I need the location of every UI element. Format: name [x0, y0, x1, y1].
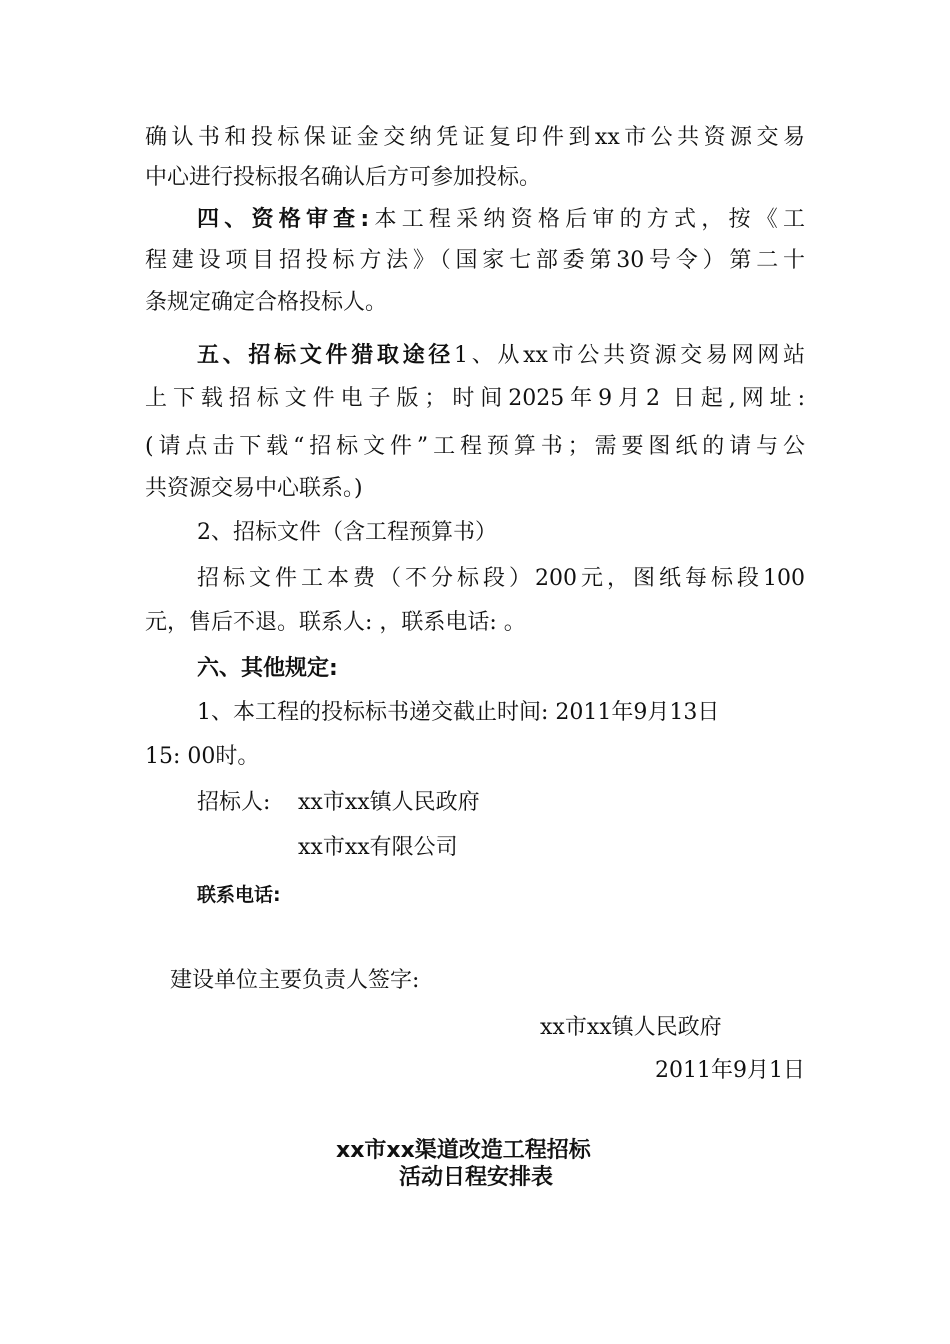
phone-label: 联系电话:: [197, 884, 281, 906]
section6-item1-line2: 15: 00时。: [145, 744, 260, 769]
section5-item2: 2、招标文件（含工程预算书）: [197, 520, 497, 545]
section4-line3: 条规定确定合格投标人。: [145, 290, 388, 315]
section5-line1-text: 1、从xx市公共资源交易网网站: [454, 343, 805, 368]
section5-fee-line1: 招标文件工本费（不分标段）200元，图纸每标段100: [197, 566, 805, 591]
section6-item1-line1: 1、本工程的投标标书递交截止时间: 2011年9月13日: [197, 700, 720, 725]
section4-line2: 程建设项目招投标方法》（国家七部委第30号令）第二十: [145, 248, 805, 273]
responsible-signature-label: 建设单位主要负责人签字:: [170, 968, 420, 993]
section4-line1-text: 本工程采纳资格后审的方式，按《工: [369, 207, 805, 232]
tenderer-2: xx市xx有限公司: [298, 835, 458, 860]
section5-line2: 上下载招标文件电子版；时间2025年9月2 日起,网址:: [145, 386, 805, 411]
section5-line1: [197, 341, 805, 371]
section5-line4: 共资源交易中心联系。): [145, 476, 363, 501]
para3-line2: 中心进行投标报名确认后方可参加投标。: [145, 165, 542, 190]
section4-line1: [197, 205, 805, 235]
signing-organization: xx市xx镇人民政府: [540, 1015, 722, 1040]
section6-heading: 六、其他规定:: [197, 656, 338, 681]
schedule-title-line2: 活动日程安排表: [399, 1165, 554, 1190]
section5-line3: (请点击下载“招标文件”工程预算书；需要图纸的请与公: [145, 434, 805, 459]
schedule-title-line1: xx市xx渠道改造工程招标: [336, 1138, 591, 1163]
section5-heading: 五、招标文件猎取途径: [197, 343, 455, 368]
tenderer-1: xx市xx镇人民政府: [298, 790, 480, 815]
tenderer-label: 招标人:: [197, 790, 271, 815]
signing-date: 2011年9月1日: [655, 1058, 805, 1083]
section5-fee-line2: 元，售后不退。联系人: ，联系电话: 。: [145, 610, 526, 635]
para3-line1: 确认书和投标保证金交纳凭证复印件到xx市公共资源交易: [145, 125, 805, 150]
section4-heading: 四、资格审查:: [197, 207, 370, 232]
